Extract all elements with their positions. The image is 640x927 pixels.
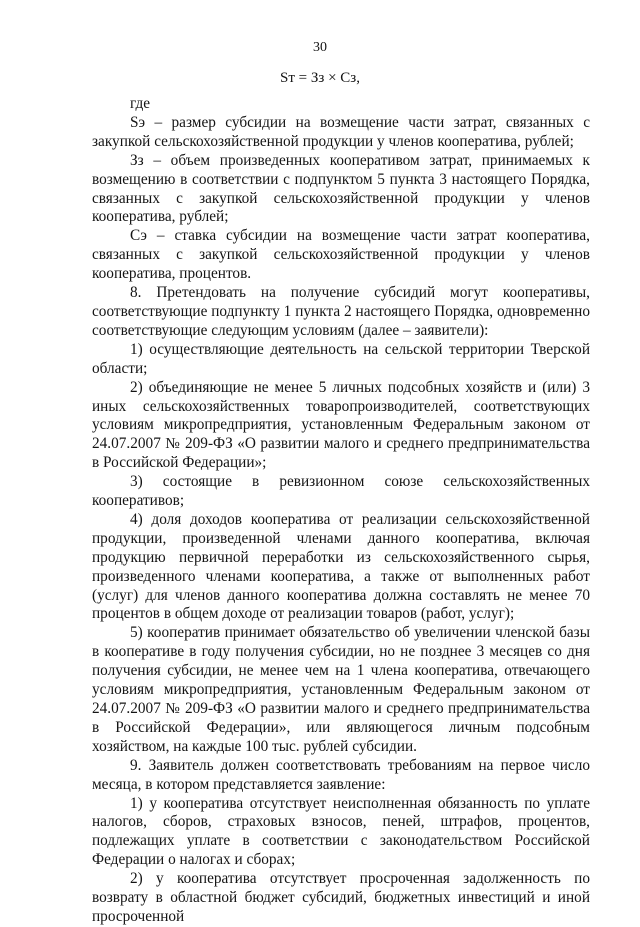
formula: Sт = Зз × Сз, <box>280 70 360 86</box>
paragraph-8-1: 1) осуществляющие деятельность на сельской территории Тверской области; <box>92 340 590 377</box>
paragraph-8-4: 4) доля доходов кооператива от реализации сельскохозяйственной продукции, произведенной членами данного кооператива, включая продукцию первичной переработки из сельскохозяйственного сырья, произведенного членами кооператива, а также от выполненных работ (услуг) для членов данного кооператива должна составлять не менее 70 процентов в общем доходе от реализации товаров (работ, услуг); <box>92 510 590 623</box>
paragraph-8-5: 5) кооператив принимает обязательство об увеличении членской базы в кооперативе в году получения субсидии, но не позднее 3 месяцев со дня получения субсидии, не менее чем на 1 члена кооператива, отвечающего условиям микропредприятия, установленным Федеральным законом от 24.07.2007 № 209-ФЗ «О развитии малого и среднего предпринимательства в Российской Федерации», или являющегося личным подсобным хозяйством, на каждые 100 тыс. рублей субсидии. <box>92 624 590 755</box>
paragraph-8-3: 3) состоящие в ревизионном союзе сельскохозяйственных кооперативов; <box>92 473 590 510</box>
paragraph-9-2: 2) у кооператива отсутствует просроченная задолженность по возврату в областной бюджет субсидий, бюджетных инвестиций и иной просроченной <box>92 870 590 925</box>
paragraph-9-1: 1) у кооператива отсутствует неисполненная обязанность по уплате налогов, сборов, страховых взносов, пеней, штрафов, процентов, подлежащих уплате в соответствии с законодательством Российской Федерации о налогах и сборах; <box>92 794 590 869</box>
paragraph-8-2: 2) объединяющие не менее 5 личных подсобных хозяйств и (или) 3 иных сельскохозяйственных товаропроизводителей, соответствующих условиям микропредприятия, установленным Федеральным законом от 24.07.2007 № 209-ФЗ «О развитии малого и среднего предпринимательства в Российской Федерации»; <box>92 378 590 472</box>
paragraph-z-def: Зз – объем произведенных кооперативом затрат, принимаемых к возмещению в соответствии с подпунктом 5 пункта 3 настоящего Порядка, связанных с закупкой сельскохозяйственной продукции у членов кооператива, рублей; <box>92 151 590 226</box>
paragraph-where: где <box>130 95 151 112</box>
paragraph-item-8: 8. Претендовать на получение субсидий могут кооперативы, соответствующие подпункту 1 пункта 2 настоящего Порядка, одновременно соответствующие следующим условиям (далее – заявители): <box>92 284 590 339</box>
paragraph-c-def: Сэ – ставка субсидии на возмещение части затрат кооператива, связанных с закупкой сельскохозяйственной продукции у членов кооператива, процентов. <box>92 227 590 283</box>
page-number: 30 <box>313 40 327 55</box>
body-text <box>92 95 590 927</box>
paragraph-item-9: 9. Заявитель должен соответствовать требованиям на первое число месяца, в котором представляется заявление: <box>92 756 590 793</box>
paragraph-s-def: Sэ – размер субсидии на возмещение части затрат, связанных с закупкой сельскохозяйственной продукции у членов кооператива, рублей; <box>92 113 590 150</box>
